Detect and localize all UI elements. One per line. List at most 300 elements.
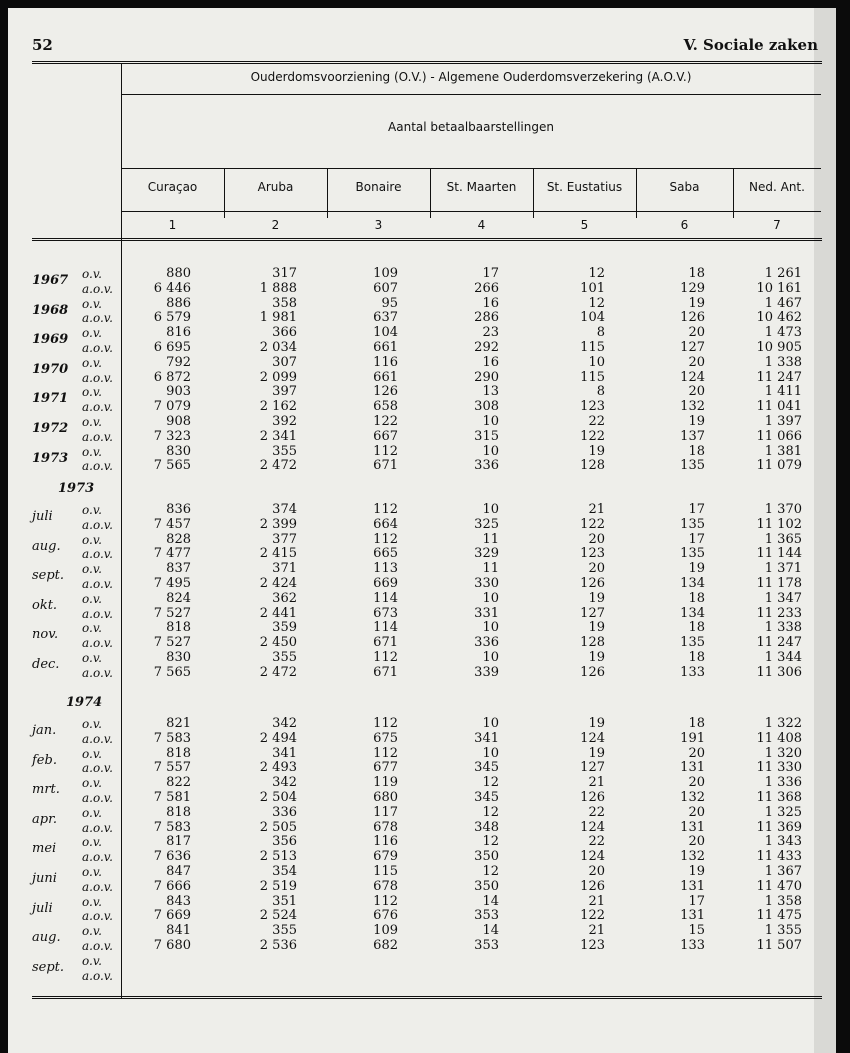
table-cell: 124 [580,730,605,746]
page-number: 52 [32,36,53,54]
row-period-label: 1972 [32,421,69,436]
rule-column [430,168,431,218]
table-cell: 2 472 [259,664,297,680]
row-type-label: a.o.v. [82,400,113,415]
table-cell: 11 368 [756,790,802,805]
row-type-label: o.v. [82,621,102,636]
table-cell: 11 247 [756,635,802,651]
table-cell: 341 [474,730,499,746]
row-type-label: o.v. [82,924,102,939]
row-type-label: a.o.v. [82,731,113,746]
table-cell: 112 [373,893,398,909]
row-type-label: a.o.v. [82,370,113,385]
table-cell: 12 [482,834,499,850]
row-type-label: o.v. [82,415,102,429]
table-cell: 6 579 [153,310,191,326]
table-cell: 123 [580,938,605,953]
table-cell: 678 [373,819,398,835]
table-cell: 20 [688,834,705,850]
table-cell: 290 [474,369,499,385]
table-cell: 828 [166,531,191,547]
table-cell: 348 [474,819,499,835]
table-cell: 824 [166,590,191,606]
table-cell: 7 323 [153,428,191,444]
row-period-label: juli [32,900,53,916]
rule-header-bottom [32,238,822,239]
row-type-label: a.o.v. [82,909,113,924]
table-cell: 1 325 [764,804,802,820]
table-cell: 7 079 [153,399,191,415]
table-cell: 1 338 [764,354,802,370]
column-number: 4 [477,218,486,232]
row-type-label: o.v. [82,651,102,665]
table-cell: 18 [688,650,705,665]
table-cell: 131 [680,819,705,835]
table-cell: 7 527 [153,635,191,651]
table-cell: 830 [166,650,191,665]
table-cell: 18 [688,266,705,281]
table-cell: 114 [373,590,398,606]
table-cell: 7 666 [153,878,191,894]
table-cell: 671 [373,635,398,651]
table-cell: 266 [474,280,499,296]
table-cell: 133 [680,664,705,680]
table-cell: 7 583 [153,819,191,835]
table-cell: 11 102 [756,516,802,532]
table-cell: 11 247 [756,369,802,385]
table-cell: 115 [580,369,605,385]
table-cell: 115 [373,864,398,879]
row-type-label: a.o.v. [82,281,113,296]
table-cell: 15 [688,923,705,939]
table-cell: 10 [482,745,499,761]
rule-label-column [121,63,122,998]
table-cell: 19 [688,414,705,429]
table-cell: 7 636 [153,849,191,865]
table-cell: 7 581 [153,790,191,805]
table-cell: 1 336 [764,775,802,791]
row-type-label: o.v. [82,717,102,731]
table-title: Ouderdomsvoorziening (O.V.) - Algemene Ouderdomsverzekering (A.O.V.) [250,70,692,84]
table-cell: 10 905 [756,340,802,355]
table-cell: 6 446 [153,280,191,296]
table-cell: 353 [474,908,499,924]
table-cell: 113 [373,561,398,577]
table-cell: 20 [688,354,705,370]
column-number: 6 [680,218,689,232]
column-number: 2 [271,218,280,232]
row-type-label: a.o.v. [82,311,113,326]
table-cell: 2 493 [259,760,297,776]
table-cell: 122 [580,516,605,532]
table-cell: 17 [688,531,705,547]
table-cell: 19 [588,590,605,606]
row-type-label: a.o.v. [82,939,113,953]
table-cell: 12 [588,295,605,311]
table-cell: 1 344 [764,650,802,665]
table-cell: 95 [381,295,398,311]
table-cell: 336 [474,458,499,474]
table-cell: 671 [373,664,398,680]
table-cell: 135 [680,546,705,562]
table-cell: 11 233 [756,605,802,621]
table-cell: 20 [688,745,705,761]
table-cell: 816 [166,325,191,341]
table-cell: 1 381 [764,443,802,459]
table-cell: 7 477 [153,546,191,562]
table-cell: 2 099 [259,369,297,385]
table-cell: 7 583 [153,730,191,746]
row-period-label: 1973 [32,450,69,466]
table-cell: 11 [482,561,499,577]
row-type-label: a.o.v. [82,636,113,651]
table-cell: 7 457 [153,516,191,532]
table-cell: 350 [474,878,499,894]
row-period-label: feb. [32,752,57,768]
column-number: 7 [773,218,781,232]
table-cell: 114 [373,620,398,636]
column-header: Bonaire [355,180,402,194]
table-cell: 830 [166,443,191,459]
table-cell: 2 494 [259,730,297,746]
table-cell: 2 415 [259,546,297,562]
table-cell: 336 [272,804,297,820]
table-cell: 339 [474,664,499,680]
table-cell: 14 [482,893,499,909]
table-cell: 135 [680,635,705,651]
table-cell: 2 034 [259,340,297,355]
row-period-label: aug. [32,538,61,554]
table-cell: 131 [680,878,705,894]
row-type-label: a.o.v. [82,879,113,894]
page-edge [814,8,836,1053]
table-cell: 21 [588,775,605,791]
table-cell: 135 [680,516,705,532]
table-cell: 115 [580,340,605,355]
table-cell: 355 [272,443,297,459]
table-cell: 317 [272,266,297,281]
table-cell: 19 [588,716,605,731]
table-cell: 126 [580,878,605,894]
table-cell: 2 524 [259,908,297,924]
row-period-label: 1968 [32,302,69,318]
table-cell: 104 [580,310,605,326]
table-cell: 821 [166,716,191,731]
block-heading: 1974 [66,695,103,710]
table-cell: 2 341 [259,428,297,444]
table-cell: 286 [474,310,499,326]
table-cell: 10 462 [756,310,802,326]
row-period-label: juni [32,871,57,886]
table-cell: 2 450 [259,635,297,651]
table-cell: 132 [680,849,705,865]
table-cell: 355 [272,923,297,939]
table-cell: 123 [580,546,605,562]
table-cell: 345 [474,760,499,776]
table-cell: 7 669 [153,908,191,924]
table-cell: 371 [272,561,297,577]
table-cell: 128 [580,635,605,651]
column-number: 3 [374,218,383,232]
table-cell: 18 [688,620,705,636]
table-cell: 123 [580,399,605,415]
table-cell: 20 [688,384,705,400]
table-cell: 127 [580,760,605,776]
row-period-label: 1971 [32,391,69,407]
row-period-label: nov. [32,627,59,643]
table-cell: 336 [474,635,499,651]
row-type-label: o.v. [82,296,102,311]
row-type-label: o.v. [82,503,102,517]
row-period-label: mei [32,841,57,857]
table-cell: 908 [166,414,191,429]
table-cell: 112 [373,502,398,517]
table-cell: 836 [166,502,191,517]
row-type-label: o.v. [82,776,102,791]
row-period-label: okt. [32,597,58,613]
table-cell: 1 981 [259,310,297,326]
table-cell: 19 [588,620,605,636]
column-header: St. Maarten [446,180,517,194]
table-cell: 112 [373,716,398,731]
rule-bottom-2 [32,998,822,999]
table-cell: 132 [680,790,705,805]
column-header: Curaçao [147,180,198,194]
column-header: Aruba [257,180,294,194]
table-cell: 843 [166,893,191,909]
table-cell: 16 [482,354,499,370]
table-cell: 682 [373,938,398,953]
table-cell: 664 [373,516,398,532]
table-cell: 191 [680,730,705,746]
table-cell: 10 [482,620,499,636]
row-type-label: o.v. [82,385,102,400]
table-cell: 358 [272,295,297,311]
table-cell: 124 [680,369,705,385]
table-cell: 18 [688,590,705,606]
table-cell: 10 [588,354,605,370]
table-cell: 1 888 [259,280,297,296]
table-cell: 353 [474,938,499,953]
table-cell: 10 161 [756,280,802,296]
table-cell: 792 [166,354,191,370]
table-cell: 10 [482,414,499,429]
table-cell: 658 [373,399,398,415]
table-cell: 1 261 [764,266,802,281]
table-cell: 131 [680,760,705,776]
table-cell: 665 [373,546,398,562]
row-type-label: a.o.v. [82,820,113,835]
table-cell: 7 565 [153,664,191,680]
table-cell: 817 [166,834,191,850]
row-type-label: o.v. [82,562,102,577]
table-cell: 366 [272,325,297,341]
table-cell: 886 [166,295,191,311]
table-cell: 16 [482,295,499,311]
table-cell: 359 [272,620,297,636]
table-cell: 124 [580,849,605,865]
table-cell: 12 [588,266,605,281]
table-cell: 354 [272,864,297,879]
table-cell: 818 [166,620,191,636]
table-cell: 14 [482,923,499,939]
row-period-label: sept. [32,959,65,975]
table-cell: 12 [482,804,499,820]
row-type-label: a.o.v. [82,968,113,983]
rule-column [533,168,534,218]
document-page [8,8,836,1053]
rule-bottom [32,996,822,997]
table-cell: 101 [580,280,605,296]
table-cell: 356 [272,834,297,850]
table-cell: 2 513 [259,849,297,865]
table-cell: 116 [373,834,398,850]
row-type-label: o.v. [82,894,102,909]
table-cell: 678 [373,878,398,894]
table-cell: 22 [588,804,605,820]
table-cell: 131 [680,908,705,924]
row-type-label: o.v. [82,532,102,547]
row-period-label: dec. [32,657,60,672]
table-cell: 325 [474,516,499,532]
table-cell: 20 [688,775,705,791]
table-cell: 1 411 [764,384,802,400]
table-cell: 11 041 [756,399,802,415]
table-cell: 117 [373,804,398,820]
table-cell: 11 [482,531,499,547]
table-cell: 7 565 [153,458,191,474]
table-cell: 22 [588,834,605,850]
table-cell: 671 [373,458,398,474]
table-cell: 135 [680,458,705,474]
row-type-label: a.o.v. [82,606,113,621]
table-cell: 2 536 [259,938,297,953]
block-heading: 1973 [58,481,95,496]
table-cell: 20 [688,325,705,341]
row-type-label: o.v. [82,326,102,341]
table-cell: 116 [373,354,398,370]
row-type-label: a.o.v. [82,341,113,355]
table-cell: 126 [580,576,605,591]
table-cell: 374 [272,502,297,517]
table-cell: 134 [680,605,705,621]
table-cell: 8 [596,384,605,400]
table-cell: 342 [272,775,297,791]
rule-column [733,168,734,218]
row-period-label: jan. [32,723,57,738]
table-cell: 112 [373,650,398,665]
table-cell: 397 [272,384,297,400]
table-cell: 2 162 [259,399,297,415]
row-type-label: o.v. [82,267,102,281]
table-cell: 329 [474,546,499,562]
row-type-label: a.o.v. [82,850,113,865]
row-type-label: a.o.v. [82,429,113,444]
table-cell: 112 [373,443,398,459]
table-cell: 676 [373,908,398,924]
table-cell: 127 [580,605,605,621]
table-cell: 112 [373,531,398,547]
table-cell: 7 680 [153,938,191,953]
table-cell: 903 [166,384,191,400]
table-cell: 20 [588,531,605,547]
table-cell: 126 [373,384,398,400]
table-cell: 124 [580,819,605,835]
table-cell: 119 [373,775,398,791]
table-cell: 2 472 [259,458,297,474]
column-header: Ned. Ant. [749,180,805,194]
table-cell: 19 [588,443,605,459]
table-cell: 122 [373,414,398,429]
table-cell: 10 [482,502,499,517]
table-cell: 307 [272,354,297,370]
table-cell: 13 [482,384,499,400]
row-type-label: o.v. [82,865,102,879]
row-period-label: sept. [32,568,65,584]
table-cell: 680 [373,790,398,805]
table-cell: 126 [580,664,605,680]
table-cell: 11 144 [756,546,802,562]
table-cell: 2 519 [259,878,297,894]
table-cell: 7 495 [153,576,191,591]
table-cell: 20 [688,804,705,820]
row-type-label: a.o.v. [82,577,113,591]
table-cell: 675 [373,730,398,746]
table-cell: 315 [474,428,499,444]
row-type-label: o.v. [82,746,102,761]
table-cell: 7 557 [153,760,191,776]
table-cell: 1 343 [764,834,802,850]
table-cell: 134 [680,576,705,591]
table-cell: 7 527 [153,605,191,621]
table-cell: 11 433 [756,849,802,865]
rule-top [32,61,822,62]
table-cell: 350 [474,849,499,865]
table-cell: 292 [474,340,499,355]
table-cell: 661 [373,340,398,355]
table-cell: 11 178 [756,576,802,591]
table-cell: 355 [272,650,297,665]
table-cell: 20 [588,561,605,577]
table-cell: 8 [596,325,605,341]
table-cell: 673 [373,605,398,621]
row-type-label: o.v. [82,355,102,370]
table-cell: 1 338 [764,620,802,636]
table-cell: 1 320 [764,745,802,761]
row-type-label: o.v. [82,805,102,820]
table-cell: 841 [166,923,191,939]
table-cell: 661 [373,369,398,385]
table-cell: 11 306 [756,664,802,680]
table-cell: 308 [474,399,499,415]
table-cell: 822 [166,775,191,791]
table-cell: 330 [474,576,499,591]
table-cell: 12 [482,775,499,791]
table-cell: 11 066 [756,428,802,444]
table-cell: 19 [588,650,605,665]
table-cell: 847 [166,864,191,879]
row-type-label: a.o.v. [82,547,113,562]
row-type-label: a.o.v. [82,517,113,532]
column-number: 1 [168,218,177,232]
table-cell: 1 397 [764,414,802,429]
table-cell: 818 [166,804,191,820]
column-header: St. Eustatius [546,180,623,194]
table-cell: 20 [588,864,605,879]
table-cell: 112 [373,745,398,761]
row-period-label: 1967 [32,273,69,288]
table-cell: 10 [482,443,499,459]
